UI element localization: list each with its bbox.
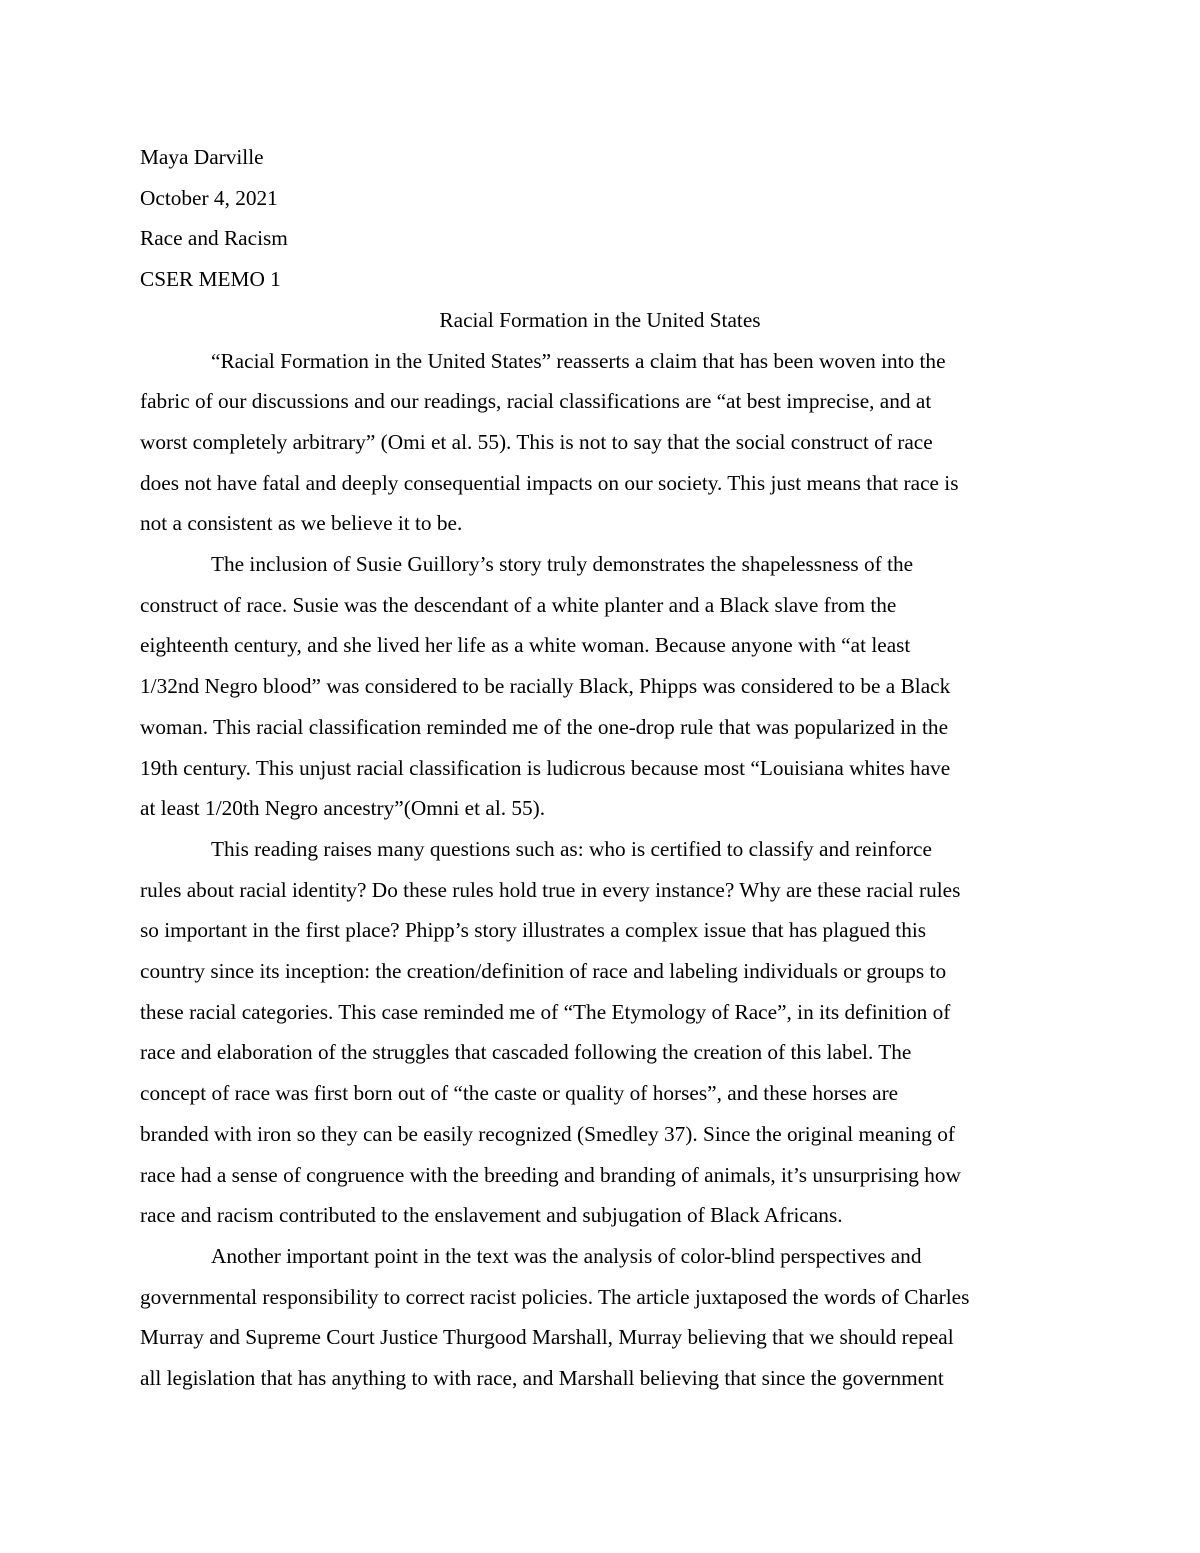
paragraph-line: country since its inception: the creation/definition of race and labeling individuals or groups to xyxy=(140,959,947,984)
paragraphs xyxy=(140,341,1060,1399)
paragraph-line: eighteenth century, and she lived her life as a white woman. Because anyone with “at least xyxy=(140,633,911,658)
paragraph-line: 19th century. This unjust racial classification is ludicrous because most “Louisiana whites have xyxy=(140,755,951,780)
paragraph xyxy=(140,341,1060,545)
paragraph-line: concept of race was first born out of “the caste or quality of horses”, and these horses are xyxy=(140,1081,899,1106)
paragraph-line: fabric of our discussions and our readings, racial classifications are “at best imprecise, and at xyxy=(140,389,932,414)
paragraph-line: so important in the first place? Phipp’s story illustrates a complex issue that has plagued this xyxy=(140,918,927,943)
paragraph-line: not a consistent as we believe it to be. xyxy=(140,511,463,536)
paragraph-line: does not have fatal and deeply consequential impacts on our society. This just means that race is xyxy=(140,470,959,495)
paragraph-line: governmental responsibility to correct racist policies. The article juxtaposed the words of Charles xyxy=(140,1284,970,1309)
course-name: Race and Racism xyxy=(140,226,288,251)
paragraph xyxy=(140,544,1060,829)
author-name: Maya Darville xyxy=(140,145,264,169)
paragraph-line: race and racism contributed to the enslavement and subjugation of Black Africans. xyxy=(140,1203,843,1228)
paragraph-line: at least 1/20th Negro ancestry”(Omni et al. 55). xyxy=(140,796,546,821)
document-title: Racial Formation in the United States xyxy=(439,307,761,332)
paragraph xyxy=(140,829,1060,1236)
paragraph-line: worst completely arbitrary” (Omi et al. 55). This is not to say that the social construct of race xyxy=(140,429,933,454)
paragraph-line: Murray and Supreme Court Justice Thurgood Marshall, Murray believing that we should repeal xyxy=(140,1325,954,1350)
paragraph-line: This reading raises many questions such as: who is certified to classify and reinforce xyxy=(211,836,932,861)
paragraph-line: these racial categories. This case reminded me of “The Etymology of Race”, in its definition of xyxy=(140,999,951,1024)
paragraph-line: branded with iron so they can be easily recognized (Smedley 37). Since the original meaning of xyxy=(140,1121,955,1146)
paragraph-line: woman. This racial classification reminded me of the one-drop rule that was popularized in the xyxy=(140,714,949,739)
paragraph-line: 1/32nd Negro blood” was considered to be racially Black, Phipps was considered to be a Black xyxy=(140,674,951,699)
paragraph-line: all legislation that has anything to with race, and Marshall believing that since the government xyxy=(140,1366,944,1391)
paragraph xyxy=(140,1236,1060,1399)
paragraph-line: race and elaboration of the struggles that cascaded following the creation of this label. The xyxy=(140,1040,912,1065)
paragraph-line: The inclusion of Susie Guillory’s story truly demonstrates the shapelessness of the xyxy=(211,552,914,577)
document-body xyxy=(140,137,1060,1399)
paragraph-line: “Racial Formation in the United States” reasserts a claim that has been woven into the xyxy=(211,348,946,373)
paragraph-line: race had a sense of congruence with the breeding and branding of animals, it’s unsurprising how xyxy=(140,1162,961,1187)
document-date: October 4, 2021 xyxy=(140,185,278,210)
paragraph-line: rules about racial identity? Do these rules hold true in every instance? Why are these racial rules xyxy=(140,877,961,902)
assignment-name: CSER MEMO 1 xyxy=(140,267,281,292)
paragraph-line: construct of race. Susie was the descendant of a white planter and a Black slave from the xyxy=(140,592,897,617)
paragraph-line: Another important point in the text was the analysis of color-blind perspectives and xyxy=(211,1243,922,1268)
